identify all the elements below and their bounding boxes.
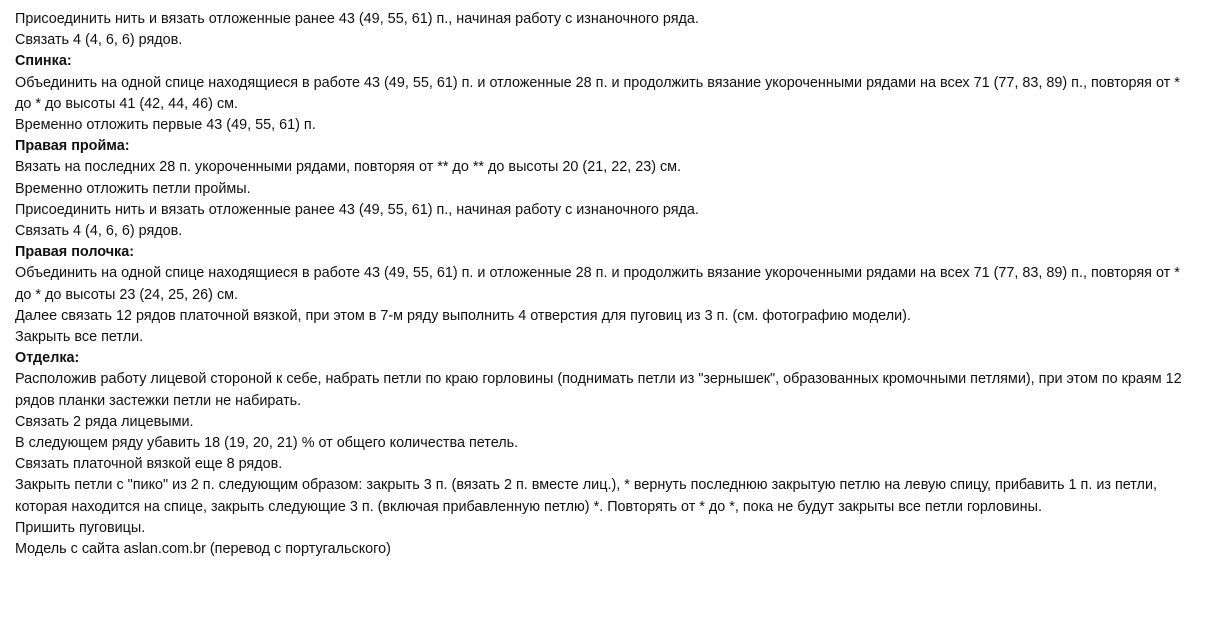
text-line: Связать 4 (4, 6, 6) рядов. [15,32,183,49]
text-line: Временно отложить петли проймы. [15,180,251,197]
source-credit: Модель с сайта aslan.com.br (перевод с португальского) [15,541,391,558]
text-line: В следующем ряду убавить 18 (19, 20, 21) % от общего количества петель. [15,435,519,452]
text-line: Присоединить нить и вязать отложенные ранее 43 (49, 55, 61) п., начиная работу с изнаночного ряда. [15,11,699,27]
section-heading-finishing: Отделка: [15,350,80,367]
section-heading-right-armhole: Правая пройма: [15,138,130,155]
text-line: Закрыть все петли. [15,329,144,346]
text-line: Связать платочной вязкой еще 8 рядов. [15,456,283,473]
text-line: Объединить на одной спице находящиеся в работе 43 (49, 55, 61) п. и отложенные 28 п. и продолжить вязание укороченными рядами на всех 71 (77, 83, 89) п., повторяя от * до * до высоты 41 (42, 44, 46) см. [15,74,1180,112]
text-line: Вязать на последних 28 п. укороченными рядами, повторяя от ** до ** до высоты 20 (21, 22, 23) см. [15,159,682,176]
text-line: Пришить пуговицы. [15,519,146,536]
text-line: Присоединить нить и вязать отложенные ранее 43 (49, 55, 61) п., начиная работу с изнаночного ряда. [15,201,699,218]
text-line: Расположив работу лицевой стороной к себе, набрать петли по краю горловины (поднимать петли из "зернышек", образованных кромочными петлями), при этом по краям 12 рядов планки застежки петли не набирать. [15,371,1182,409]
text-line: Далее связать 12 рядов платочной вязкой, при этом в 7-м ряду выполнить 4 отверстия для пуговиц из 3 п. (см. фотографию модели). [15,307,911,324]
text-line: Связать 2 ряда лицевыми. [15,413,194,430]
text-line: Связать 4 (4, 6, 6) рядов. [15,223,183,240]
text-line: Объединить на одной спице находящиеся в работе 43 (49, 55, 61) п. и отложенные 28 п. и продолжить вязание укороченными рядами на всех 71 (77, 83, 89) п., повторяя от * до * до высоты 23 (24, 25, 26) см. [15,265,1180,303]
text-line: Закрыть петли с "пико" из 2 п. следующим образом: закрыть 3 п. (вязать 2 п. вместе лиц.), * вернуть последнюю закрытую петлю на левую спицу, прибавить 1 п. из петли, которая находится на спице, закрыть следующие 3 п. (включая прибавленную петлю) *. Повторять от * до *, пока не будут закрыты все петли горловины. [15,477,1157,515]
section-heading-right-front: Правая полочка: [15,244,135,261]
text-line: Временно отложить первые 43 (49, 55, 61) п. [15,117,316,134]
document-body [15,9,1195,560]
section-heading-back: Спинка: [15,53,72,70]
